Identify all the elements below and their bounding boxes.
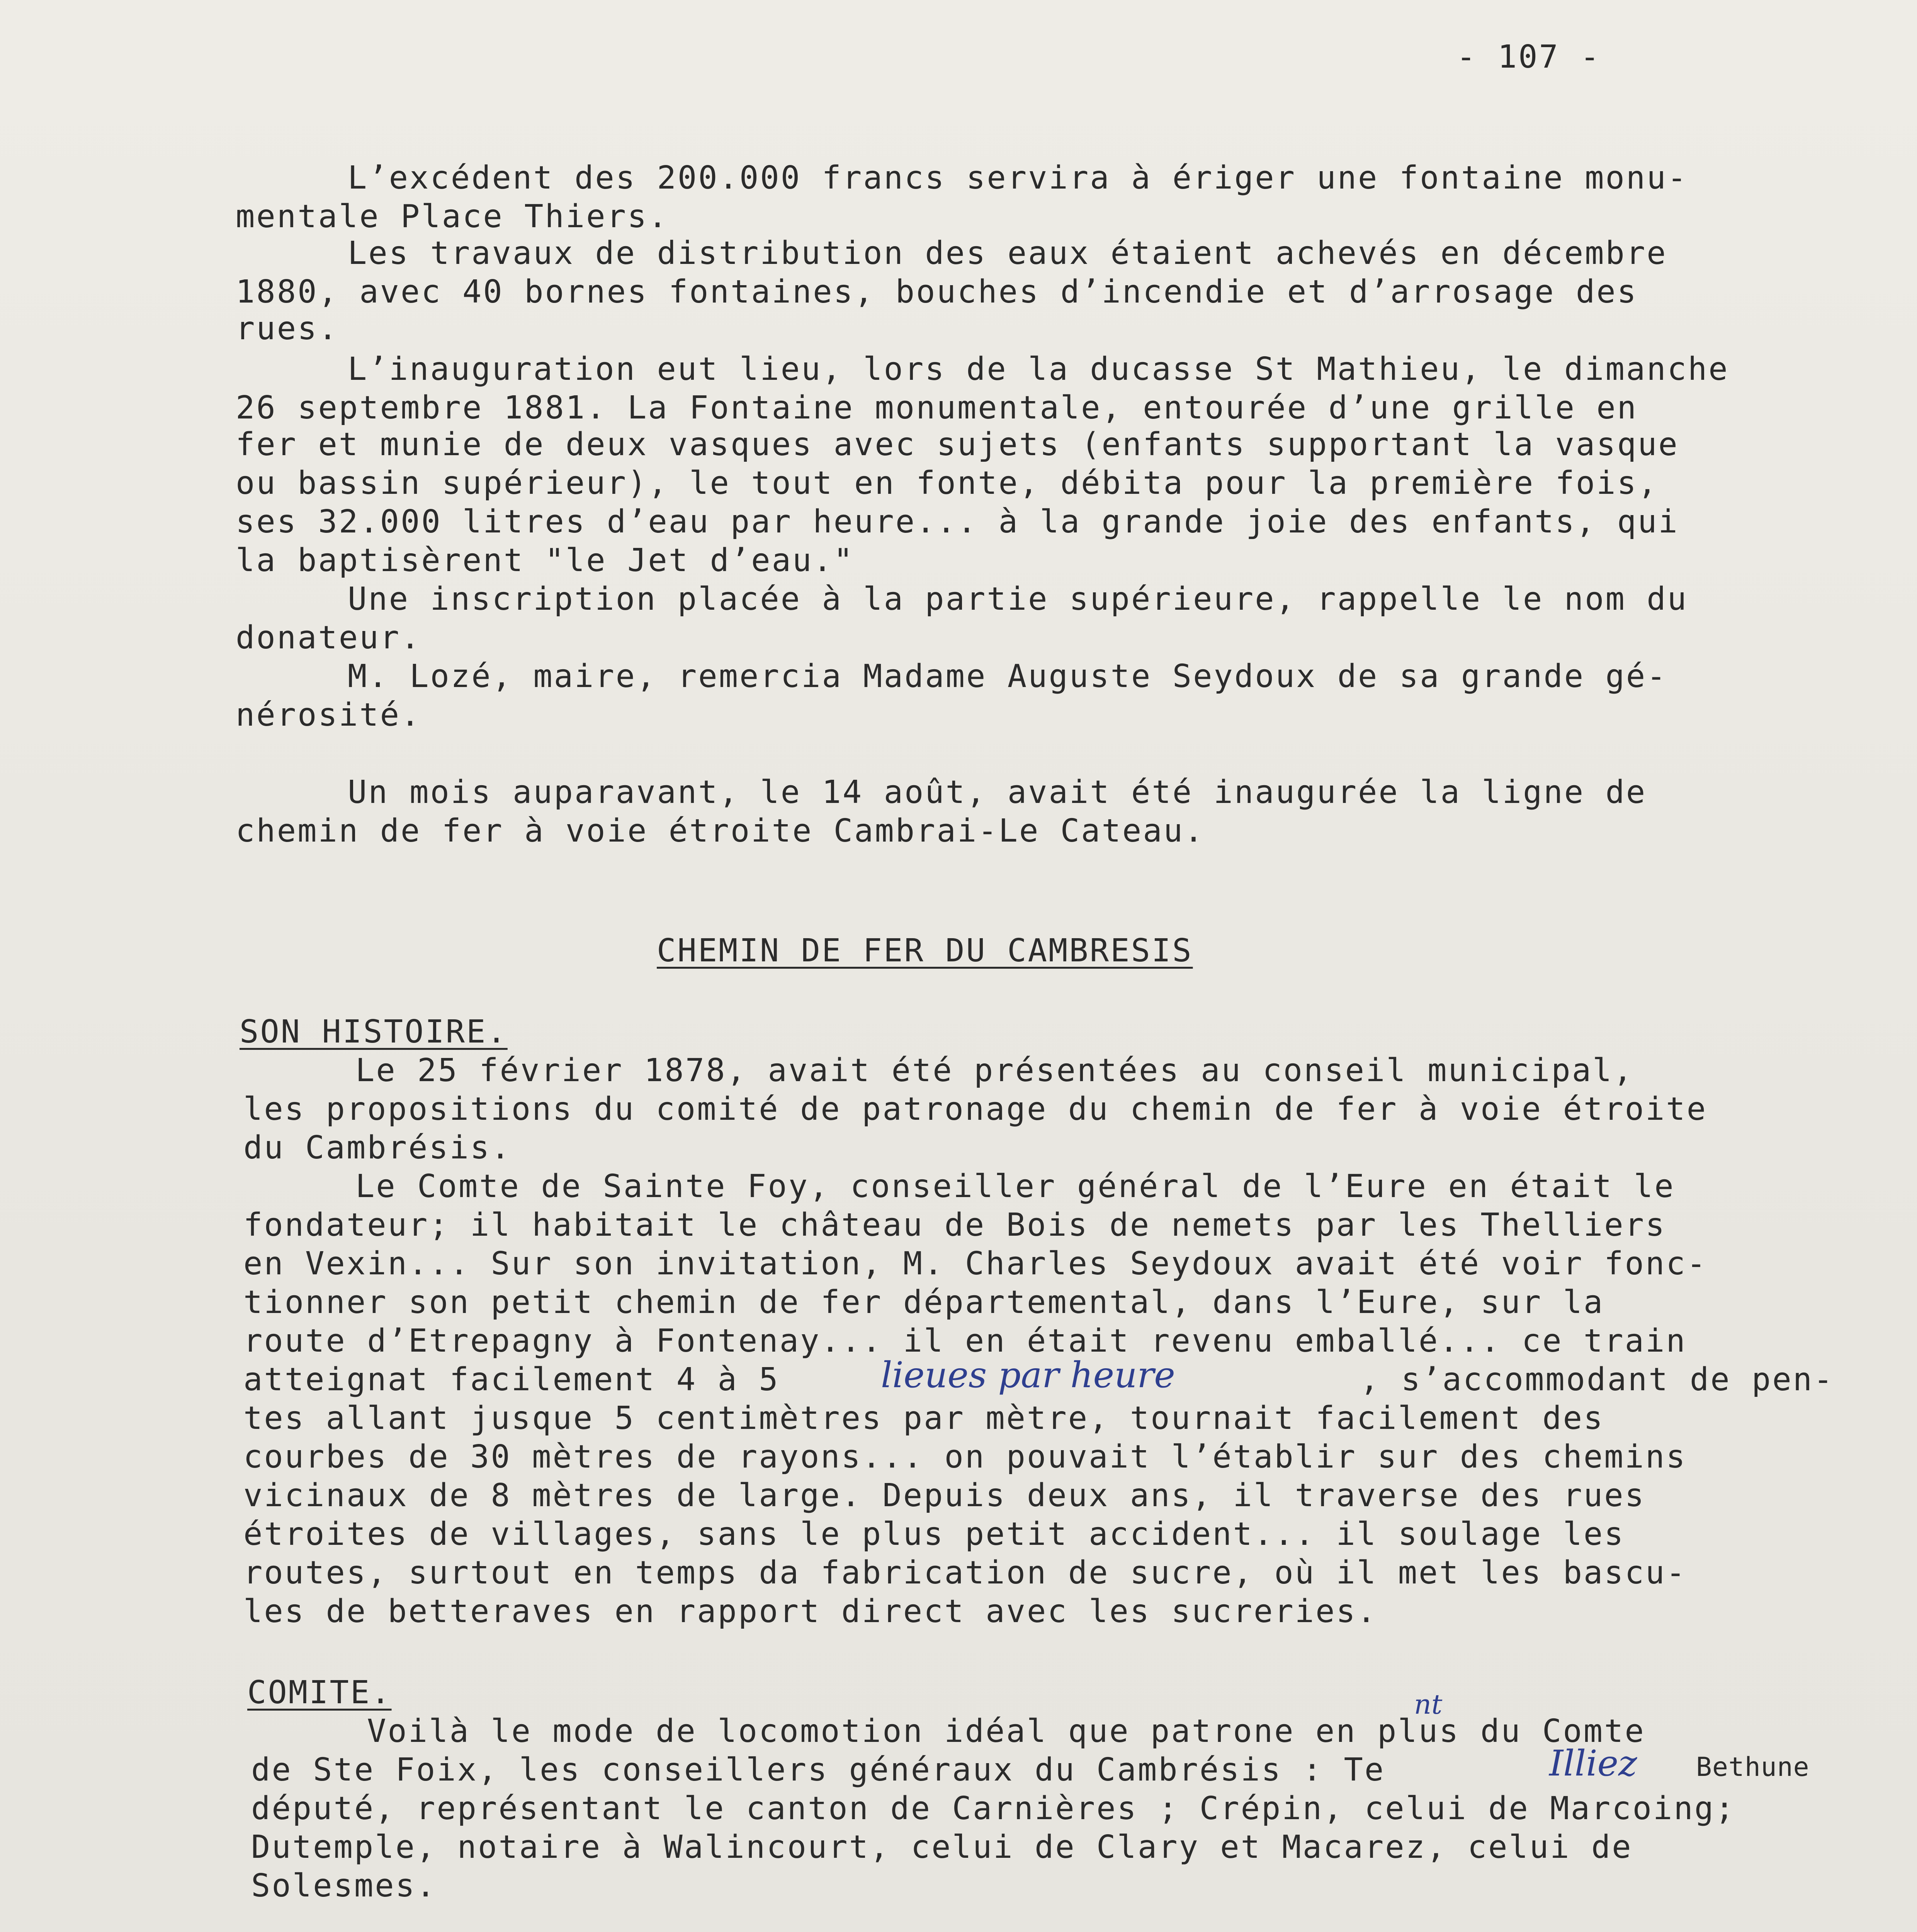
text-line: routes, surtout en temps da fabrication de sucre, où il met les bascu- — [243, 1554, 1687, 1591]
text-line: Une inscription placée à la partie supérieure, rappelle le nom du — [348, 581, 1688, 617]
text-line: Un mois auparavant, le 14 août, avait été inaugurée la ligne de — [348, 774, 1647, 811]
text-line: route d’Etrepagny à Fontenay... il en était revenu emballé... ce train — [243, 1323, 1687, 1359]
text-line: nérosité. — [236, 697, 421, 733]
text-line: ou bassin supérieur), le tout en fonte, débita pour la première fois, — [236, 465, 1659, 502]
text-line: courbes de 30 mètres de rayons... on pouvait l’établir sur des chemins — [243, 1439, 1687, 1475]
text-line: atteignat facilement 4 à 5 — [243, 1361, 780, 1398]
text-line: les de betteraves en rapport direct avec les sucreries. — [243, 1593, 1378, 1630]
text-line: Voilà le mode de locomotion idéal que patrone en plus du Comte — [367, 1713, 1645, 1750]
text-line: Solesmes. — [251, 1867, 437, 1904]
text-line: de Ste Foix, les conseillers généraux du Cambrésis : Te — [251, 1752, 1385, 1788]
text-line: fondateur; il habitait le château de Bois de nemets par les Thelliers — [243, 1207, 1666, 1243]
text-line: député, représentant le canton de Carnières ; Crépin, celui de Marcoing; — [251, 1790, 1736, 1827]
text-line: mentale Place Thiers. — [236, 198, 669, 235]
text-line: les propositions du comité de patronage du chemin de fer à voie étroite — [243, 1091, 1708, 1128]
text-line: fer et munie de deux vasques avec sujets (enfants supportant la vasque — [236, 426, 1679, 463]
text-line: la baptisèrent "le Jet d’eau." — [236, 542, 855, 579]
text-line: vicinaux de 8 mètres de large. Depuis deux ans, il traverse des rues — [243, 1477, 1646, 1514]
handwritten-insert: nt — [1414, 1689, 1443, 1720]
text-line: 26 septembre 1881. La Fontaine monumentale, entourée d’une grille en — [236, 389, 1638, 426]
text-line: tionner son petit chemin de fer départemental, dans l’Eure, sur la — [243, 1284, 1604, 1321]
text-line: rues. — [236, 310, 339, 347]
text-line: en Vexin... Sur son invitation, M. Charles Seydoux avait été voir fonc- — [243, 1245, 1708, 1282]
text-line: Les travaux de distribution des eaux étaient achevés en décembre — [348, 235, 1667, 272]
section-heading: COMITE. — [247, 1674, 392, 1711]
text-line: tes allant jusque 5 centimètres par mètre, tournait facilement des — [243, 1400, 1604, 1437]
text-line: M. Lozé, maire, remercia Madame Auguste Seydoux de sa grande gé- — [348, 658, 1667, 695]
text-line: Le Comte de Sainte Foy, conseiller général de l’Eure en était le — [355, 1168, 1675, 1205]
text-line: , s’accommodant de pen- — [1360, 1361, 1834, 1398]
handwritten-insert: lieues par heure — [881, 1354, 1175, 1396]
text-line: ses 32.000 litres d’eau par heure... à la grande joie des enfants, qui — [236, 503, 1679, 540]
text-line: étroites de villages, sans le plus petit accident... il soulage les — [243, 1516, 1625, 1553]
page-number: - 107 - — [1456, 39, 1601, 75]
text-line: Le 25 février 1878, avait été présentées au conseil municipal, — [355, 1052, 1634, 1089]
text-line: donateur. — [236, 619, 421, 656]
section-title: CHEMIN DE FER DU CAMBRESIS — [657, 932, 1193, 969]
text-line: L’excédent des 200.000 francs servira à ériger une fontaine monu- — [348, 160, 1688, 196]
text-line: 1880, avec 40 bornes fontaines, bouches d’incendie et d’arrosage des — [236, 274, 1638, 310]
handwritten-correction: Illiez — [1549, 1743, 1637, 1784]
text-line: chemin de fer à voie étroite Cambrai-Le Cateau. — [236, 813, 1205, 849]
section-heading: SON HISTOIRE. — [240, 1014, 508, 1050]
text-line: Bethune — [1696, 1752, 1810, 1782]
text-line: Dutemple, notaire à Walincourt, celui de Clary et Macarez, celui de — [251, 1829, 1633, 1866]
text-line: L’inauguration eut lieu, lors de la ducasse St Mathieu, le dimanche — [348, 351, 1729, 388]
text-line: du Cambrésis. — [243, 1129, 512, 1166]
